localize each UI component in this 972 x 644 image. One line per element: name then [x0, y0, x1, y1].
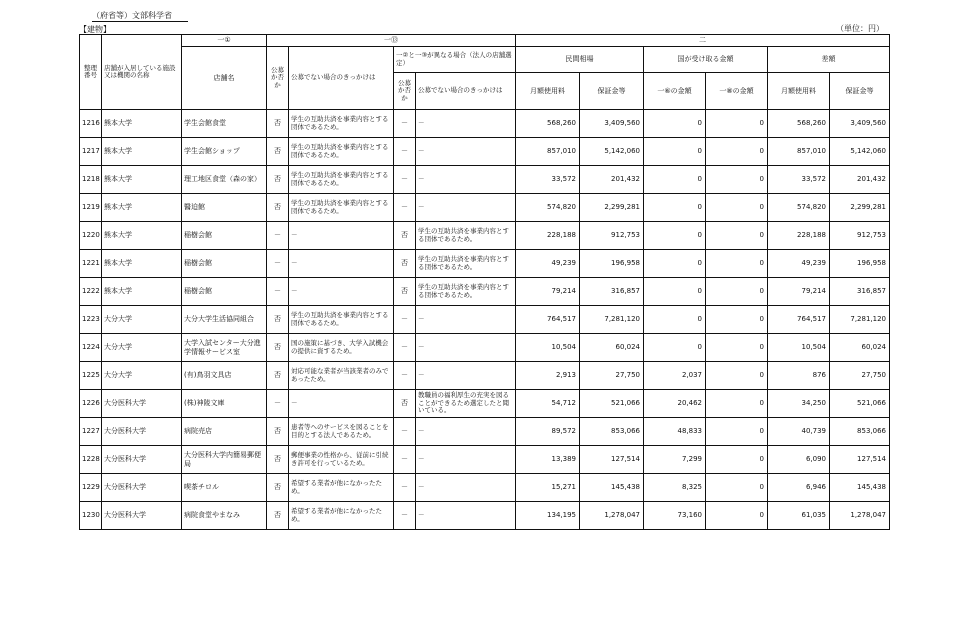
row-amt6: 0	[644, 278, 706, 306]
row-monthly: 857,010	[516, 138, 580, 166]
row-gap-monthly: 79,214	[768, 278, 830, 306]
row-reason-a: 希望する業者が他になかったため。	[289, 502, 394, 530]
row-institution: 熊本大学	[102, 138, 182, 166]
row-seq: 1216	[80, 110, 102, 138]
row-gap-deposit: 3,409,560	[830, 110, 890, 138]
row-public-b: －	[394, 306, 416, 334]
row-gap-monthly: 49,239	[768, 250, 830, 278]
row-gap-deposit: 2,299,281	[830, 194, 890, 222]
row-gap-deposit: 912,753	[830, 222, 890, 250]
row-public-b: 否	[394, 390, 416, 418]
row-amt8: 0	[706, 306, 768, 334]
row-reason-b: －	[416, 474, 516, 502]
row-public-a: －	[267, 278, 289, 306]
row-monthly: 574,820	[516, 194, 580, 222]
row-reason-a: 希望する業者が他になかったため。	[289, 474, 394, 502]
row-gap-monthly: 574,820	[768, 194, 830, 222]
row-reason-b: 学生の互助共済を事業内容とする団体であるため。	[416, 222, 516, 250]
col-gap-monthly-header: 月額使用料	[768, 73, 830, 110]
row-store: 学生会館ショップ	[182, 138, 267, 166]
row-gap-deposit: 196,958	[830, 250, 890, 278]
row-amt6: 0	[644, 194, 706, 222]
col-reason-a-header: 公募でない場合のきっかけは	[289, 47, 394, 110]
row-gap-deposit: 316,857	[830, 278, 890, 306]
row-deposit: 7,281,120	[580, 306, 644, 334]
row-seq: 1230	[80, 502, 102, 530]
row-gap-monthly: 33,572	[768, 166, 830, 194]
row-monthly: 2,913	[516, 362, 580, 390]
row-gap-monthly: 34,250	[768, 390, 830, 418]
row-reason-a: 対応可能な業者が当該業者のみであったため。	[289, 362, 394, 390]
table-row	[80, 306, 890, 334]
row-institution: 大分大学	[102, 306, 182, 334]
row-gap-deposit: 145,438	[830, 474, 890, 502]
ministry-label: （府省等）文部科学省	[92, 11, 172, 20]
row-gap-monthly: 61,035	[768, 502, 830, 530]
row-monthly: 568,260	[516, 110, 580, 138]
row-amt6: 0	[644, 306, 706, 334]
row-reason-a: 学生の互助共済を事業内容とする団体であるため。	[289, 194, 394, 222]
row-amt6: 7,299	[644, 446, 706, 474]
row-institution: 大分医科大学	[102, 446, 182, 474]
row-deposit: 3,409,560	[580, 110, 644, 138]
row-seq: 1227	[80, 418, 102, 446]
group-1-header: 一①	[182, 35, 267, 47]
row-public-a: 否	[267, 110, 289, 138]
row-seq: 1221	[80, 250, 102, 278]
row-institution: 大分医科大学	[102, 474, 182, 502]
row-store: 醫迫館	[182, 194, 267, 222]
row-reason-a: －	[289, 390, 394, 418]
table-row	[80, 474, 890, 502]
row-gap-monthly: 6,946	[768, 474, 830, 502]
row-public-b: －	[394, 166, 416, 194]
table-row	[80, 110, 890, 138]
row-gap-monthly: 857,010	[768, 138, 830, 166]
row-reason-b: －	[416, 138, 516, 166]
col-monthly-header: 月額使用料	[516, 73, 580, 110]
col-public-b-header: 公募か否か	[394, 73, 416, 110]
table-body	[80, 110, 890, 530]
row-public-a: 否	[267, 418, 289, 446]
row-public-a: －	[267, 390, 289, 418]
row-public-b: 否	[394, 222, 416, 250]
row-deposit: 316,857	[580, 278, 644, 306]
row-seq: 1222	[80, 278, 102, 306]
row-seq: 1224	[80, 334, 102, 362]
row-seq: 1220	[80, 222, 102, 250]
row-deposit: 145,438	[580, 474, 644, 502]
row-reason-a: －	[289, 250, 394, 278]
row-store: 稲樹会館	[182, 222, 267, 250]
row-amt8: 0	[706, 446, 768, 474]
row-deposit: 5,142,060	[580, 138, 644, 166]
row-institution: 熊本大学	[102, 250, 182, 278]
row-seq: 1217	[80, 138, 102, 166]
category-label: 【建物】	[79, 25, 111, 34]
row-store: 喫茶チロル	[182, 474, 267, 502]
row-gap-monthly: 10,504	[768, 334, 830, 362]
row-amt8: 0	[706, 418, 768, 446]
row-monthly: 54,712	[516, 390, 580, 418]
row-store: 理工地区食堂（森の家）	[182, 166, 267, 194]
row-monthly: 13,389	[516, 446, 580, 474]
row-reason-a: 国の施策に基づき、大学入試機会の提供に資するため。	[289, 334, 394, 362]
buildings-table	[79, 34, 890, 530]
row-institution: 熊本大学	[102, 278, 182, 306]
row-public-b: －	[394, 138, 416, 166]
row-gap-deposit: 1,278,047	[830, 502, 890, 530]
row-deposit: 912,753	[580, 222, 644, 250]
table-row	[80, 222, 890, 250]
row-reason-b: －	[416, 446, 516, 474]
row-monthly: 764,517	[516, 306, 580, 334]
row-seq: 1225	[80, 362, 102, 390]
row-reason-a: 郵便事業の性格から、従前に引続き許可を行っているため。	[289, 446, 394, 474]
row-institution: 熊本大学	[102, 194, 182, 222]
subgroup-market-header: 民間相場	[516, 47, 644, 73]
row-institution: 熊本大学	[102, 110, 182, 138]
group-2-header: 二	[516, 35, 890, 47]
row-reason-b: －	[416, 334, 516, 362]
row-store: 病院食堂やまなみ	[182, 502, 267, 530]
row-seq: 1218	[80, 166, 102, 194]
table-row	[80, 418, 890, 446]
col-store-header: 店舗名	[182, 47, 267, 110]
row-public-b: －	[394, 110, 416, 138]
row-amt8: 0	[706, 194, 768, 222]
table-row	[80, 166, 890, 194]
row-reason-a: 学生の互助共済を事業内容とする団体であるため。	[289, 306, 394, 334]
row-reason-a: 学生の互助共済を事業内容とする団体であるため。	[289, 138, 394, 166]
row-public-a: 否	[267, 362, 289, 390]
row-amt6: 0	[644, 334, 706, 362]
subgroup-received-header: 国が受け取る金額	[644, 47, 768, 73]
row-amt8: 0	[706, 138, 768, 166]
group-13-header: 一⑬	[267, 35, 516, 47]
row-public-b: －	[394, 334, 416, 362]
row-amt8: 0	[706, 166, 768, 194]
table-row	[80, 390, 890, 418]
row-seq: 1229	[80, 474, 102, 502]
row-public-a: 否	[267, 474, 289, 502]
row-amt6: 20,462	[644, 390, 706, 418]
row-institution: 大分医科大学	[102, 390, 182, 418]
row-institution: 大分医科大学	[102, 418, 182, 446]
ministry-underline	[92, 21, 188, 22]
row-public-b: －	[394, 502, 416, 530]
row-deposit: 201,432	[580, 166, 644, 194]
row-gap-monthly: 228,188	[768, 222, 830, 250]
row-reason-b: －	[416, 194, 516, 222]
row-public-b: －	[394, 446, 416, 474]
row-reason-b: －	[416, 110, 516, 138]
row-public-a: 否	[267, 138, 289, 166]
col-amt6-header: 一⑥の金額	[644, 73, 706, 110]
row-gap-deposit: 7,281,120	[830, 306, 890, 334]
row-reason-b: 学生の互助共済を事業内容とする団体であるため。	[416, 278, 516, 306]
subgroup-gap-header: 差額	[768, 47, 890, 73]
row-reason-b: －	[416, 362, 516, 390]
row-gap-deposit: 853,066	[830, 418, 890, 446]
table-row	[80, 446, 890, 474]
row-store: 学生会館食堂	[182, 110, 267, 138]
row-amt8: 0	[706, 474, 768, 502]
row-seq: 1226	[80, 390, 102, 418]
row-amt6: 0	[644, 110, 706, 138]
row-public-b: 否	[394, 278, 416, 306]
row-public-b: －	[394, 194, 416, 222]
row-store: 病院売店	[182, 418, 267, 446]
row-monthly: 49,239	[516, 250, 580, 278]
table-row	[80, 334, 890, 362]
row-institution: 大分医科大学	[102, 502, 182, 530]
row-amt8: 0	[706, 502, 768, 530]
row-store: 大分大学生活協同組合	[182, 306, 267, 334]
row-store: 稲樹会館	[182, 278, 267, 306]
row-deposit: 196,958	[580, 250, 644, 278]
row-public-a: －	[267, 222, 289, 250]
row-gap-deposit: 5,142,060	[830, 138, 890, 166]
row-amt8: 0	[706, 110, 768, 138]
row-amt6: 2,037	[644, 362, 706, 390]
row-gap-monthly: 876	[768, 362, 830, 390]
row-gap-deposit: 60,024	[830, 334, 890, 362]
row-deposit: 60,024	[580, 334, 644, 362]
unit-label: （単位：円）	[836, 24, 884, 33]
col-institution-header: 店舗が入居している施設又は機関の名称	[102, 35, 182, 110]
table-row	[80, 194, 890, 222]
row-institution: 大分大学	[102, 362, 182, 390]
row-store: (有)鳥羽文具店	[182, 362, 267, 390]
row-public-b: －	[394, 362, 416, 390]
row-public-b: 否	[394, 250, 416, 278]
row-reason-b: －	[416, 166, 516, 194]
row-public-a: 否	[267, 446, 289, 474]
row-public-b: －	[394, 418, 416, 446]
row-monthly: 89,572	[516, 418, 580, 446]
row-reason-b: －	[416, 418, 516, 446]
row-gap-deposit: 521,066	[830, 390, 890, 418]
row-amt8: 0	[706, 390, 768, 418]
row-public-a: －	[267, 250, 289, 278]
row-deposit: 127,514	[580, 446, 644, 474]
row-deposit: 1,278,047	[580, 502, 644, 530]
row-amt6: 73,160	[644, 502, 706, 530]
row-monthly: 33,572	[516, 166, 580, 194]
col-public-a-header: 公募か否か	[267, 47, 289, 110]
row-amt6: 0	[644, 166, 706, 194]
row-gap-deposit: 27,750	[830, 362, 890, 390]
row-public-a: 否	[267, 194, 289, 222]
row-public-a: 否	[267, 306, 289, 334]
row-gap-monthly: 764,517	[768, 306, 830, 334]
row-public-a: 否	[267, 334, 289, 362]
row-store: 稲樹会館	[182, 250, 267, 278]
row-store: 大学入試センター大分進学情報サービス室	[182, 334, 267, 362]
row-store: (株)神陵文庫	[182, 390, 267, 418]
row-monthly: 228,188	[516, 222, 580, 250]
row-reason-a: 患者等へのサービスを図ることを目的とする法人であるため。	[289, 418, 394, 446]
table-row	[80, 362, 890, 390]
row-reason-a: 学生の互助共済を事業内容とする団体であるため。	[289, 166, 394, 194]
row-amt8: 0	[706, 278, 768, 306]
row-amt8: 0	[706, 222, 768, 250]
row-monthly: 79,214	[516, 278, 580, 306]
col-seq-header: 整理番号	[80, 35, 102, 110]
row-reason-b: 学生の互助共済を事業内容とする団体であるため。	[416, 250, 516, 278]
row-monthly: 15,271	[516, 474, 580, 502]
row-deposit: 521,066	[580, 390, 644, 418]
table-row	[80, 250, 890, 278]
col-gap-deposit-header: 保証金等	[830, 73, 890, 110]
row-reason-a: 学生の互助共済を事業内容とする団体であるため。	[289, 110, 394, 138]
table-row	[80, 502, 890, 530]
row-seq: 1228	[80, 446, 102, 474]
row-amt6: 48,833	[644, 418, 706, 446]
row-seq: 1219	[80, 194, 102, 222]
row-amt6: 0	[644, 222, 706, 250]
row-gap-monthly: 568,260	[768, 110, 830, 138]
col-reason-b-header: 公募でない場合のきっかけは	[416, 73, 516, 110]
row-gap-deposit: 201,432	[830, 166, 890, 194]
row-monthly: 10,504	[516, 334, 580, 362]
row-public-b: －	[394, 474, 416, 502]
row-amt8: 0	[706, 334, 768, 362]
col-deposit-header: 保証金等	[580, 73, 644, 110]
row-amt6: 0	[644, 138, 706, 166]
row-reason-b: 教職員の福利厚生の充実を図ることができるため選定したと聞いている。	[416, 390, 516, 418]
row-deposit: 853,066	[580, 418, 644, 446]
row-institution: 大分大学	[102, 334, 182, 362]
row-deposit: 27,750	[580, 362, 644, 390]
row-gap-monthly: 40,739	[768, 418, 830, 446]
row-institution: 熊本大学	[102, 222, 182, 250]
row-deposit: 2,299,281	[580, 194, 644, 222]
row-reason-b: －	[416, 502, 516, 530]
row-monthly: 134,195	[516, 502, 580, 530]
row-gap-deposit: 127,514	[830, 446, 890, 474]
subgroup-diff-header: 一②と一③が異なる場合（法人の店舗選定）	[394, 47, 516, 73]
row-amt8: 0	[706, 250, 768, 278]
col-amt8-header: 一⑧の金額	[706, 73, 768, 110]
row-amt6: 8,325	[644, 474, 706, 502]
table-row	[80, 278, 890, 306]
row-reason-a: －	[289, 278, 394, 306]
row-amt8: 0	[706, 362, 768, 390]
row-public-a: 否	[267, 502, 289, 530]
row-store: 大分医科大学内簡易郵便局	[182, 446, 267, 474]
row-amt6: 0	[644, 250, 706, 278]
row-gap-monthly: 6,090	[768, 446, 830, 474]
table-row	[80, 138, 890, 166]
row-public-a: 否	[267, 166, 289, 194]
row-institution: 熊本大学	[102, 166, 182, 194]
row-reason-a: －	[289, 222, 394, 250]
row-seq: 1223	[80, 306, 102, 334]
row-reason-b: －	[416, 306, 516, 334]
